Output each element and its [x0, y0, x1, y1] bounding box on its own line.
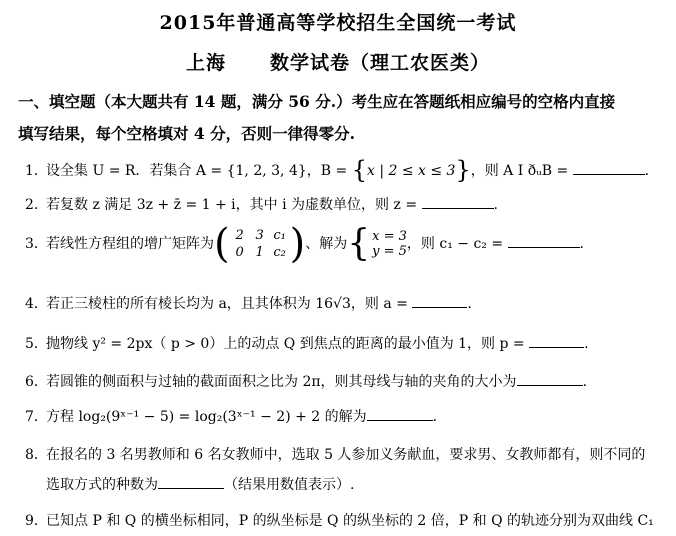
- question-6: 6．若圆锥的侧面积与过轴的截面面积之比为 2π，则其母线与轴的夹角的大小为 .: [25, 374, 588, 390]
- question-8: 8．在报名的 3 名男教师和 6 名女教师中，选取 5 人参加义务献血，要求男、女教师都有，则不同的: [25, 447, 646, 463]
- answer-blank-7[interactable]: [367, 408, 433, 421]
- question-8-cont: 选取方式的种数为 （结果用数值表示）.: [46, 477, 355, 493]
- question-2: 2．若复数 z 满足 3z + z̄ = 1 + i，其中 i 为虚数单位，则 z = .: [25, 197, 498, 213]
- answer-blank-3[interactable]: [508, 235, 580, 248]
- solution-system: { x = 3 y = 5: [347, 223, 407, 264]
- region-label: 上海: [185, 52, 226, 74]
- answer-blank-2[interactable]: [422, 196, 494, 209]
- answer-blank-8[interactable]: [158, 476, 224, 489]
- answer-blank-4[interactable]: [412, 295, 467, 308]
- answer-blank-6[interactable]: [517, 373, 583, 386]
- question-4: 4．若正三棱柱的所有棱长均为 a，且其体积为 16√3，则 a = .: [25, 296, 472, 312]
- augmented-matrix: ( 2 3 c₁ 0 1 c₂ ): [214, 221, 306, 267]
- paper-label: 数学试卷（理工农医类）: [270, 52, 491, 74]
- answer-blank-5[interactable]: [529, 335, 584, 348]
- question-1: 1．设全集 U = R．若集合 A = {1, 2, 3, 4}，B = {x | 2 ≤ x ≤ 3}，则 A I ðᵤB = .: [25, 156, 650, 184]
- section-heading: 一、填空题（本大题共有 14 题，满分 56 分.）考生应在答题纸相应编号的空格内直接: [18, 92, 616, 111]
- section-heading-cont: 填写结果，每个空格填对 4 分，否则一律得零分.: [18, 124, 355, 143]
- exam-title: 2015年普通高等学校招生全国统一考试: [159, 12, 517, 34]
- question-5: 5．抛物线 y² = 2px（ p > 0）上的动点 Q 到焦点的距离的最小值为 1，则 p = .: [25, 336, 589, 352]
- question-3: 3．若线性方程组的增广矩阵为 ( 2 3 c₁ 0 1 c₂ ) 、解为 { x = 3 y = 5 ，则 c₁ − c₂ = .: [25, 221, 584, 267]
- exam-subtitle: [0, 48, 676, 75]
- question-7: 7．方程 log₂(9ˣ⁻¹ − 5) = log₂(3ˣ⁻¹ − 2) + 2 的解为 .: [25, 409, 438, 425]
- answer-blank-1[interactable]: [573, 162, 645, 175]
- question-9: 9．已知点 P 和 Q 的横坐标相同，P 的纵坐标是 Q 的纵坐标的 2 倍，P 和 Q 的轨迹分别为双曲线 C₁: [25, 513, 654, 529]
